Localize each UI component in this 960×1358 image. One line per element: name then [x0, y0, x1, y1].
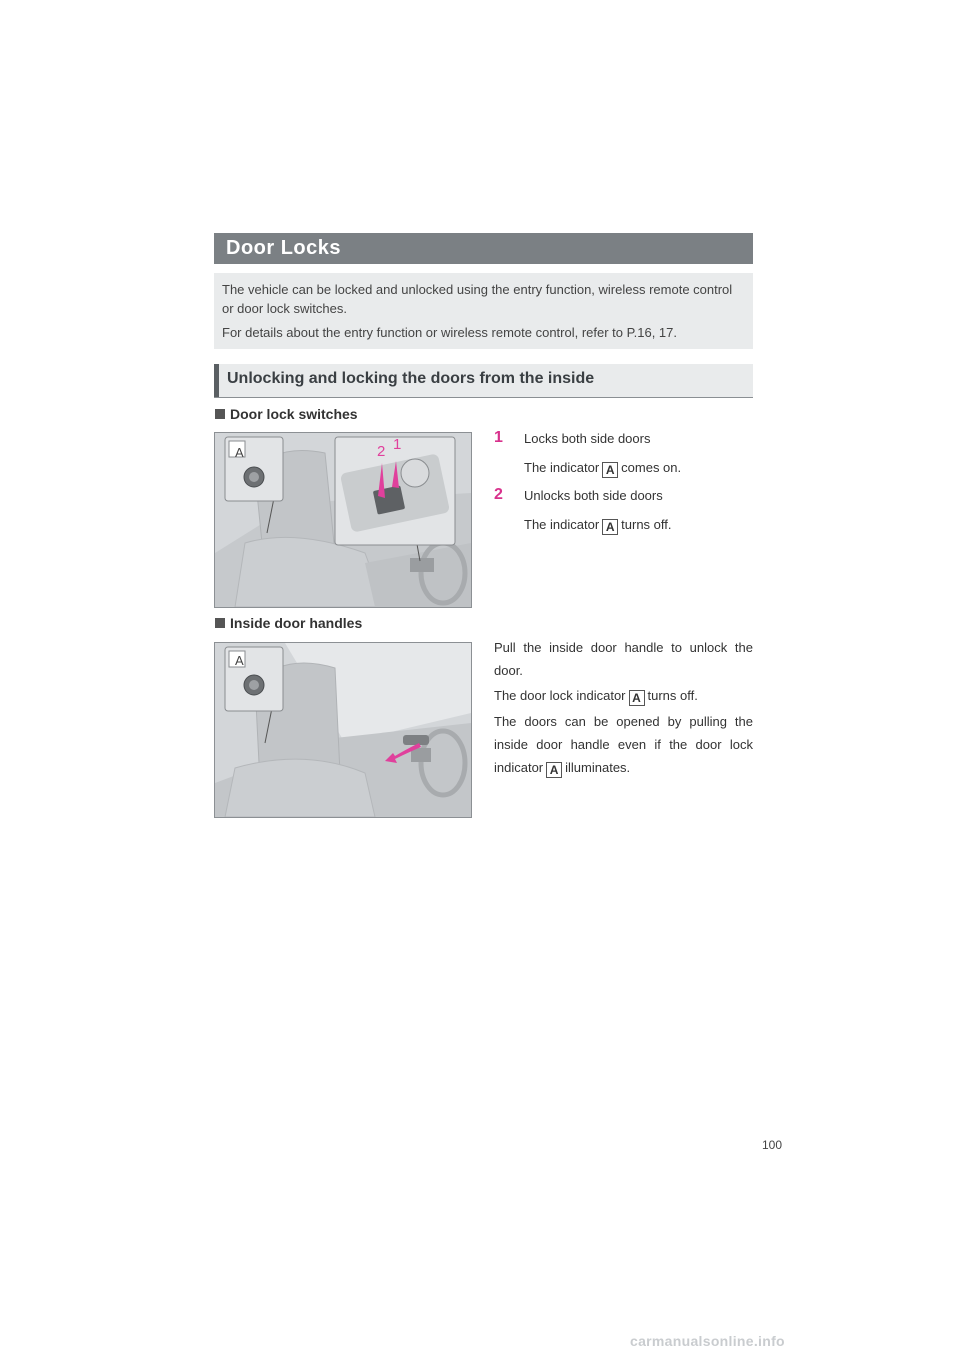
intro-line-3: For details about the entry function or wireless remote control, refer to P.16, 17.	[222, 325, 677, 340]
step-1-indicator-before: The indicator	[524, 460, 600, 475]
step-1-number: 1	[494, 429, 503, 446]
step-2-number: 2	[494, 486, 503, 503]
figure-label-a: A	[235, 445, 244, 460]
step-2-indicator-after: turns off.	[621, 517, 672, 532]
step-2-indicator-before: The indicator	[524, 517, 600, 532]
door-lock-switch-figure	[214, 432, 472, 608]
callout-1: 1	[393, 436, 402, 453]
handle-paragraph-2	[494, 688, 698, 706]
inside-door-handle-illustration	[215, 643, 471, 817]
figure-label-a: A	[235, 653, 244, 668]
step-2-text: Unlocks both side doors	[524, 488, 663, 503]
watermark: carmanualsonline.info	[630, 1333, 785, 1349]
section-title: Unlocking and locking the doors from the inside	[227, 370, 595, 387]
handle-para2-after: turns off.	[647, 688, 698, 703]
indicator-badge-a: A	[629, 690, 645, 706]
section-header	[214, 364, 753, 398]
intro-line-1: The vehicle can be locked and unlocked using the entry function, wireless remote control	[222, 282, 733, 297]
handle-paragraph-3	[494, 710, 753, 779]
intro-line-2: or door lock switches.	[222, 301, 347, 316]
handle-para3-before: The doors can be opened by pulling the inside door handle even if the door lock indicator	[494, 714, 753, 775]
step-2-indicator-line	[524, 517, 672, 535]
indicator-badge-a: A	[602, 462, 618, 478]
handle-para2-before: The door lock indicator	[494, 688, 626, 703]
handle-para3-after: illuminates.	[565, 760, 631, 775]
page-title: Door Locks	[226, 237, 342, 259]
door-lock-switches-heading	[215, 406, 358, 422]
square-bullet-icon	[215, 618, 225, 628]
step-1-text: Locks both side doors	[524, 431, 651, 446]
handle-paragraph-1: Pull the inside door handle to unlock the door.	[494, 640, 753, 678]
page-title-bar	[214, 233, 753, 264]
inside-door-handles-heading	[215, 615, 362, 631]
intro-box	[214, 273, 753, 349]
indicator-badge-a: A	[546, 762, 562, 778]
indicator-badge-a: A	[602, 519, 618, 535]
page-number: 100	[762, 1138, 783, 1152]
inside-door-handles-heading-text: Inside door handles	[230, 615, 363, 631]
step-1-indicator-after: comes on.	[621, 460, 682, 475]
section-accent-bar	[214, 364, 219, 397]
square-bullet-icon	[215, 409, 225, 419]
door-lock-switches-heading-text: Door lock switches	[230, 406, 358, 422]
door-lock-switch-illustration	[215, 433, 471, 607]
step-1-indicator-line	[524, 460, 681, 478]
inside-door-handle-figure	[214, 642, 472, 818]
callout-2: 2	[377, 443, 386, 460]
